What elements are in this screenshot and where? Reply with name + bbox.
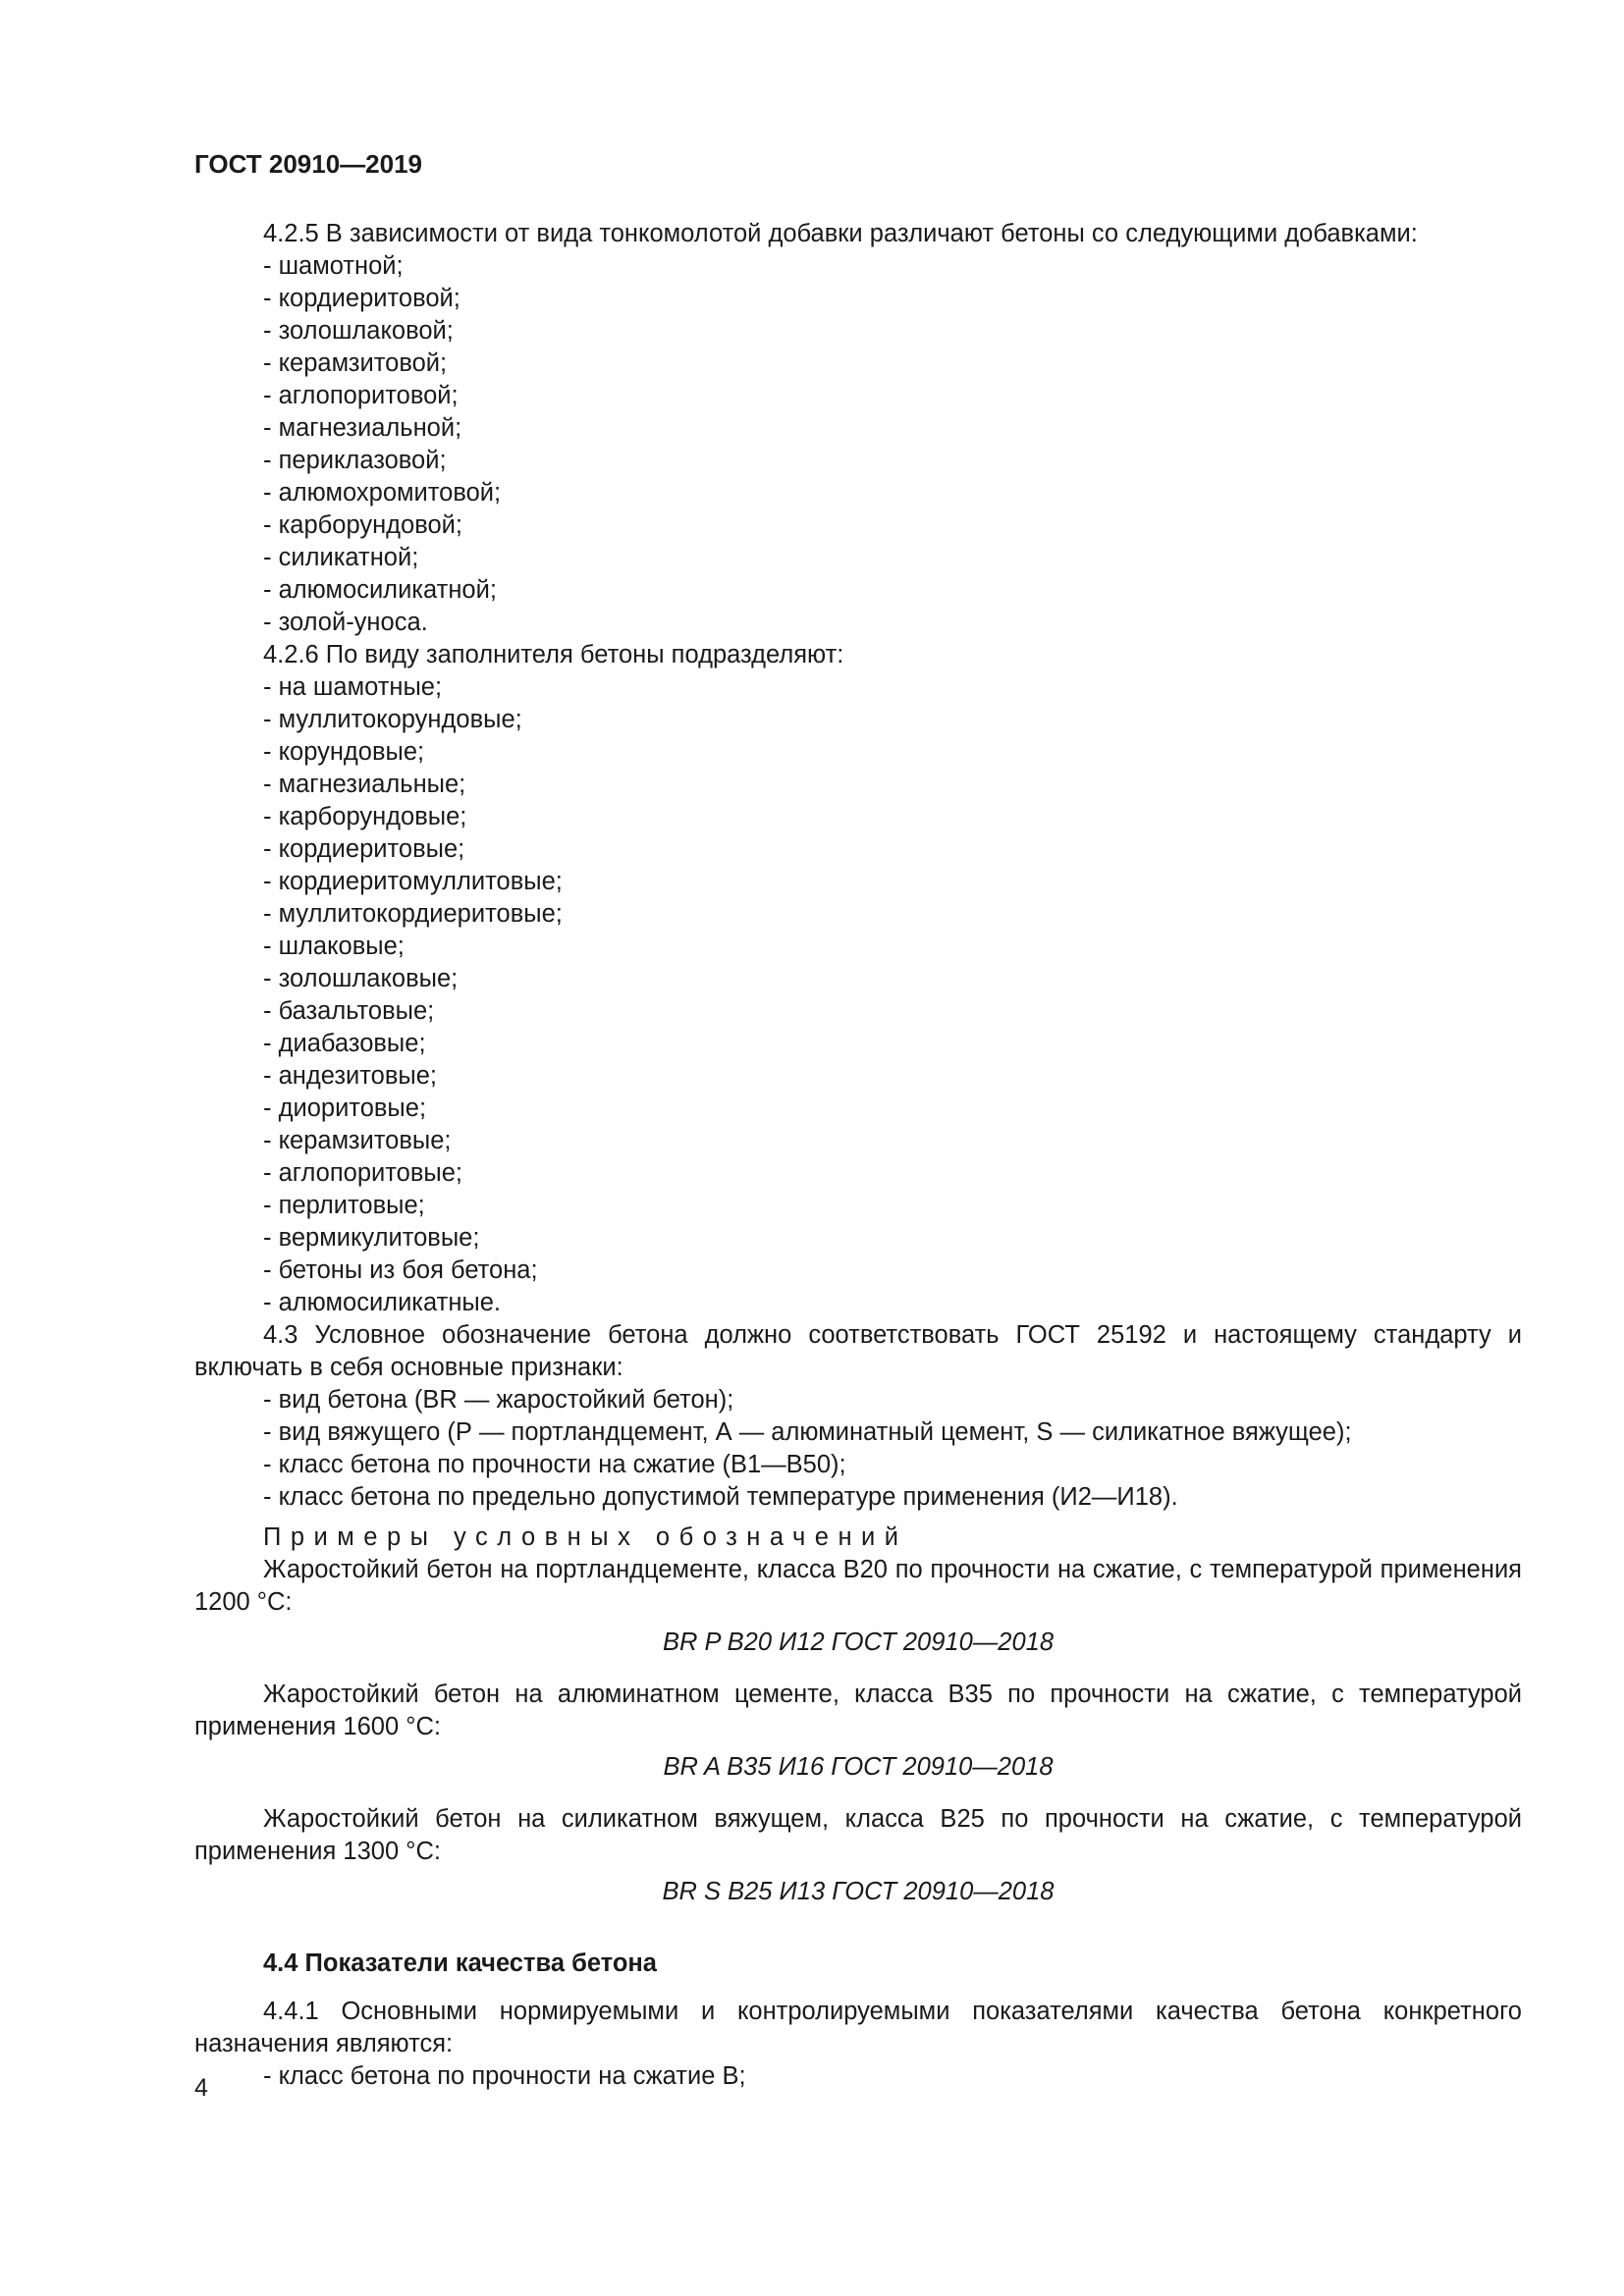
section-heading-4-4: 4.4 Показатели качества бетона [263,1949,657,1977]
page-number: 4 [194,2074,208,2102]
paragraph-4-3: 4.3 Условное обозначение бетона должно соответствовать ГОСТ 25192 и настоящему стандарту и включать в себя основные признаки: [194,1321,1522,1381]
paragraph-4-4-1: 4.4.1 Основными нормируемыми и контролируемыми показателями качества бетона конкретного назначения являются: [194,1998,1522,2057]
list-item: - кордиеритовые; [263,835,465,863]
list-item: - периклазовой; [263,447,447,474]
list-item: - диабазовые; [263,1030,426,1057]
list-item: - алюмосиликатные. [263,1289,502,1316]
example-designation: BR P B20 И12 ГОСТ 20910—2018 [662,1629,1055,1656]
list-item: - на шамотные; [263,673,443,701]
list-item: - андезитовые; [263,1062,437,1090]
list-item: - карборундовой; [263,511,463,539]
list-item: - кордиеритовой; [263,285,460,312]
list-item: - вид вяжущего (Р — портландцемент, А — алюминатный цемент, S — силикатное вяжущее); [263,1418,1352,1446]
list-item: - золошлаковые; [263,965,459,992]
examples-title: Примеры условных обозначений [263,1523,908,1551]
list-item: - муллитокорундовые; [263,706,522,733]
list-item: - магнезиальные; [263,771,466,798]
list-item: - магнезиальной; [263,414,462,442]
list-item: - муллитокордиеритовые; [263,900,563,928]
example-text: Жаростойкий бетон на портландцементе, класса В20 по прочности на сжатие, с температурой применения 1200 °С: [194,1556,1522,1616]
list-item: - кордиеритомуллитовые; [263,868,563,895]
list-item: - класс бетона по предельно допустимой температуре применения (И2—И18). [263,1483,1178,1511]
list-item: - аглопоритовой; [263,382,459,409]
list-item: - класс бетона по прочности на сжатие (В1—В50); [263,1451,846,1478]
list-item: - алюмохромитовой; [263,479,502,507]
list-item: - силикатной; [263,544,419,571]
list-item: - карборундовые; [263,803,467,830]
list-item: - базальтовые; [263,997,435,1025]
document-header: ГОСТ 20910—2019 [194,149,422,179]
example-text: Жаростойкий бетон на алюминатном цементе, класса В35 по прочности на сжатие, с температурой применения 1600 °С: [194,1681,1522,1740]
list-item: - корундовые; [263,738,425,766]
document-page [194,147,1522,2093]
list-item: - золошлаковой; [263,317,454,345]
list-item: - алюмосиликатной; [263,576,497,604]
list-item: - керамзитовой; [263,349,448,377]
list-item: - аглопоритовые; [263,1159,462,1187]
list-item: - золой-уноса. [263,609,428,636]
list-item: - шамотной; [263,252,404,280]
list-item: - класс бетона по прочности на сжатие В; [263,2062,746,2090]
example-designation: BR S B25 И13 ГОСТ 20910—2018 [662,1878,1055,1905]
paragraph-4-2-6: 4.2.6 По виду заполнителя бетоны подразделяют: [263,641,844,668]
list-item: - вермикулитовые; [263,1224,480,1252]
example-designation: BR A B35 И16 ГОСТ 20910—2018 [663,1753,1054,1781]
list-item: - бетоны из боя бетона; [263,1256,538,1284]
example-text: Жаростойкий бетон на силикатном вяжущем, класса В25 по прочности на сжатие, с температурой применения 1300 °С: [194,1805,1522,1865]
list-item: - вид бетона (BR — жаростойкий бетон); [263,1386,734,1414]
list-item: - керамзитовые; [263,1127,452,1154]
list-item: - перлитовые; [263,1192,425,1219]
list-item: - шлаковые; [263,933,405,960]
list-item: - диоритовые; [263,1095,427,1122]
paragraph-4-2-5: 4.2.5 В зависимости от вида тонкомолотой добавки различают бетоны со следующими добавками: [263,220,1418,247]
